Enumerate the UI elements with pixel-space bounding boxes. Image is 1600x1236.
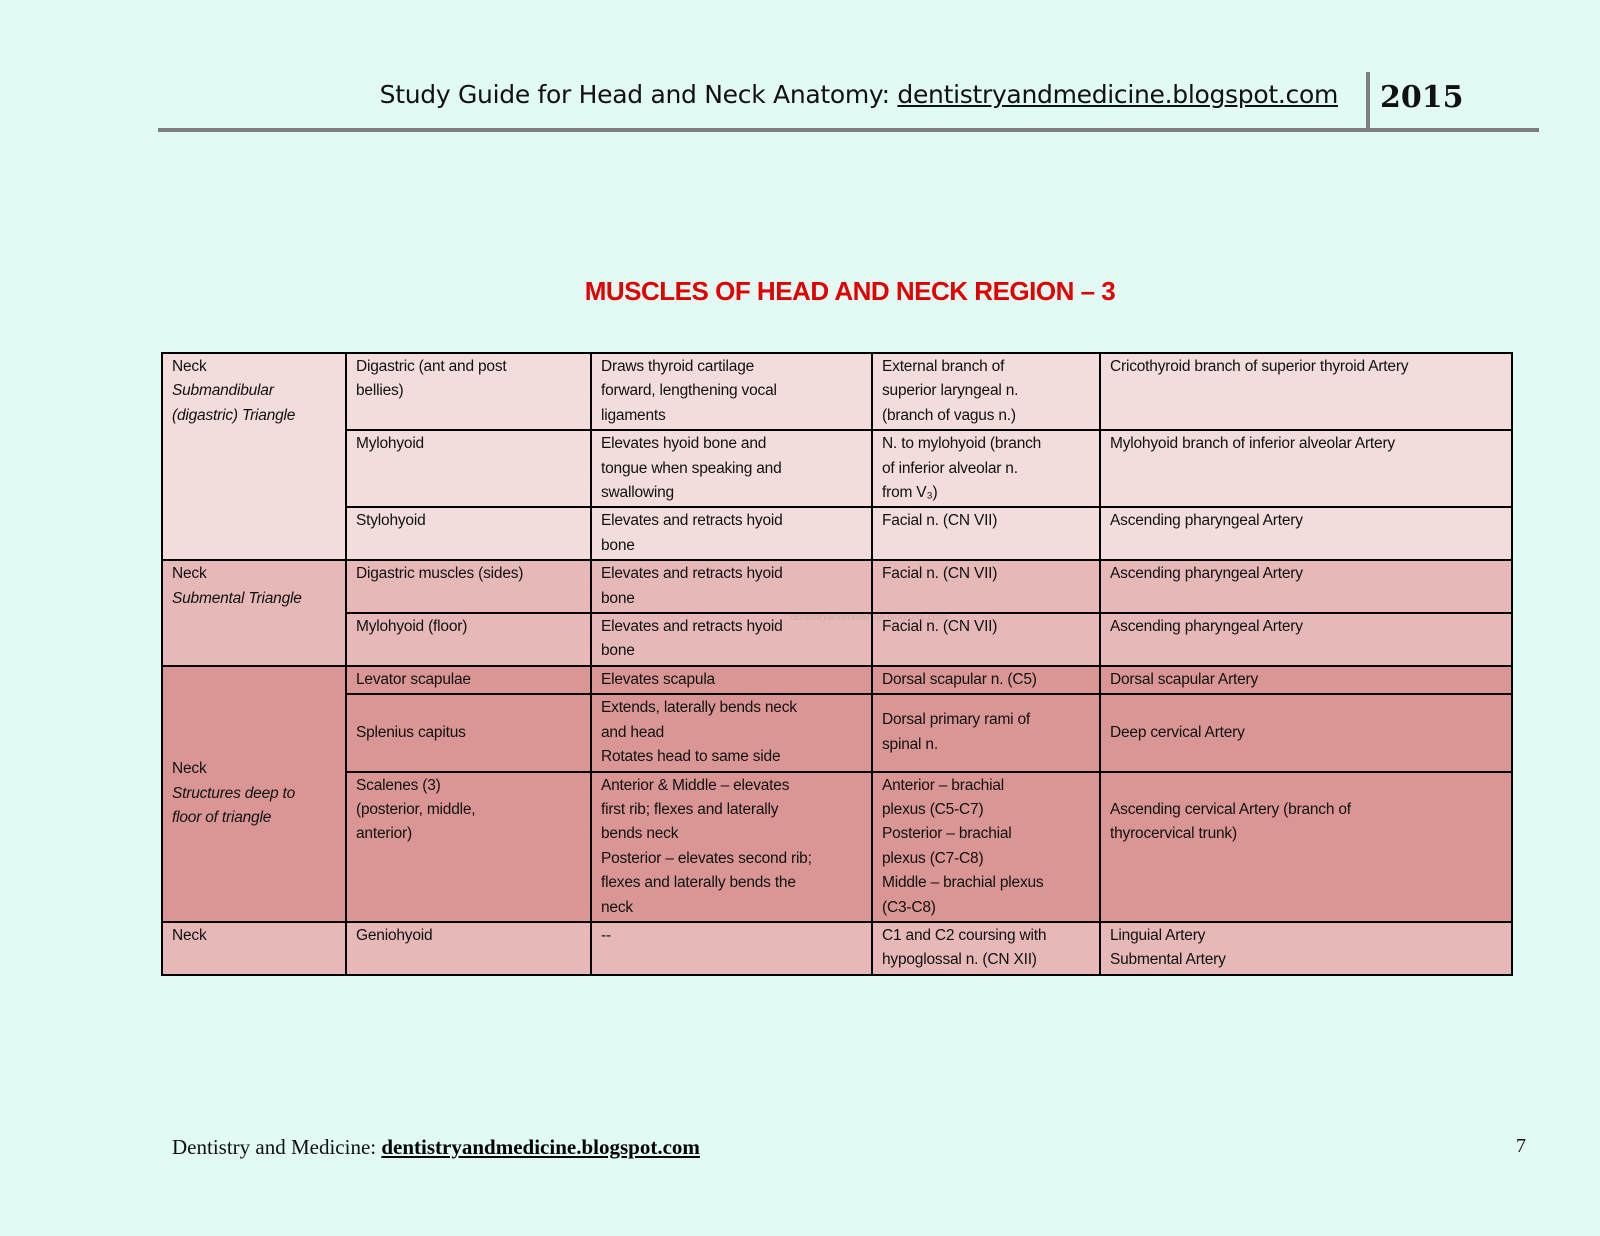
action-cell-line: neck [601,898,633,916]
action-cell-line: Elevates and retracts hyoid [601,565,783,583]
artery-cell-line: Dorsal scapular Artery [1110,670,1259,688]
muscle-cell [346,560,591,613]
action-cell-line: bone [601,536,635,554]
action-cell [591,694,872,771]
table-row [162,694,1512,771]
nerve-cell [872,772,1100,922]
muscle-cell [346,694,591,771]
nerve-cell-line: Middle – brachial plexus [882,874,1044,892]
muscle-cell [346,430,591,507]
region-cell-line: Neck [172,358,207,375]
muscle-cell [346,772,591,922]
artery-cell [1100,666,1512,694]
nerve-cell-line: superior laryngeal n. [882,382,1019,400]
region-cell-line: Structures deep to [172,784,296,802]
nerve-cell [872,507,1100,560]
nerve-cell [872,560,1100,613]
action-cell [591,507,872,560]
artery-cell [1100,694,1512,771]
nerve-cell [872,694,1100,771]
footer-link[interactable]: dentistryandmedicine.blogspot.com [381,1135,700,1159]
artery-cell-line: thyrocervical trunk) [1110,824,1237,842]
action-cell-line: Draws thyroid cartilage [601,358,755,375]
action-cell-line: bone [601,589,635,607]
region-cell [162,353,346,560]
region-cell-line: Submandibular [172,382,274,400]
nerve-cell-line: Dorsal primary rami of [882,711,1031,729]
nerve-cell-line: Posterior – brachial [882,825,1012,843]
footer-text: Dentistry and Medicine: [172,1135,382,1159]
artery-cell-line: Linguial Artery [1110,926,1206,944]
muscle-cell-line: (posterior, middle, [356,800,476,818]
action-cell [591,353,872,430]
artery-cell [1100,430,1512,507]
muscle-cell [346,922,591,975]
action-cell-line: Posterior – elevates second rib; [601,849,812,867]
artery-cell-line: Deep cervical Artery [1110,723,1245,741]
action-cell-line: ligaments [601,406,666,424]
action-cell-line: first rib; flexes and laterally [601,800,779,818]
muscle-cell-line: Splenius capitus [356,723,466,741]
region-cell-line: floor of triangle [172,809,272,827]
action-cell-line: -- [601,926,611,944]
muscle-cell-line: Digastric muscles (sides) [356,565,524,583]
action-cell-line: swallowing [601,484,674,502]
header-divider [1366,72,1370,130]
artery-cell [1100,560,1512,613]
table-row [162,560,1512,613]
action-cell-line: Elevates and retracts hyoid [601,618,783,636]
page-title: MUSCLES OF HEAD AND NECK REGION – 3 [584,276,1116,306]
action-cell-line: Anterior & Middle – elevates [601,776,790,794]
artery-cell-line: Submental Artery [1110,951,1226,969]
artery-cell-line: Ascending cervical Artery (branch of [1110,800,1351,818]
header-title [380,80,1338,109]
artery-cell [1100,507,1512,560]
header-year: 2015 [1380,80,1464,115]
nerve-cell-line: plexus (C5-C7) [882,800,984,818]
muscle-cell [346,613,591,666]
table-row [162,430,1512,507]
region-cell-line: (digastric) Triangle [172,406,296,424]
nerve-cell-line: spinal n. [882,735,938,753]
nerve-cell-line: of inferior alveolar n. [882,459,1018,477]
region-cell-line: Neck [172,760,207,778]
action-cell-line: Elevates hyoid bone and [601,435,767,453]
muscle-cell [346,666,591,694]
artery-cell-line: Ascending pharyngeal Artery [1110,618,1303,636]
action-cell-line: Elevates and retracts hyoid [601,512,783,530]
muscle-cell-line: anterior) [356,825,412,843]
action-cell [591,430,872,507]
table-row [162,507,1512,560]
action-cell-line: bone [601,642,635,660]
muscle-cell [346,353,591,430]
action-cell-line: Elevates scapula [601,670,715,688]
muscle-cell [346,507,591,560]
artery-cell-line: Ascending pharyngeal Artery [1110,565,1303,583]
header-title-text: Study Guide for Head and Neck Anatomy: [379,80,898,109]
nerve-cell-line: from V₃) [882,484,938,502]
nerve-cell [872,922,1100,975]
table-row [162,353,1512,430]
table-row [162,922,1512,975]
action-cell [591,772,872,922]
muscle-cell-line: Mylohyoid (floor) [356,618,468,636]
action-cell-line: tongue when speaking and [601,459,782,477]
action-cell-line: bends neck [601,825,679,843]
muscle-cell-line: Levator scapulae [356,670,471,688]
region-cell [162,666,346,922]
action-cell-line: forward, lengthening vocal [601,382,777,400]
nerve-cell-line: C1 and C2 coursing with [882,926,1047,944]
nerve-cell-line: Facial n. (CN VII) [882,512,998,530]
muscle-cell-line: Geniohyoid [356,926,433,944]
table-row [162,772,1512,922]
artery-cell [1100,922,1512,975]
region-cell-line: Neck [172,565,207,583]
nerve-cell [872,430,1100,507]
nerve-cell-line: hypoglossal n. (CN XII) [882,951,1037,969]
table-row [162,666,1512,694]
nerve-cell-line: Facial n. (CN VII) [882,565,998,583]
region-cell [162,922,346,975]
action-cell-line: and head [601,723,665,741]
muscle-cell-line: Mylohyoid [356,435,424,453]
muscle-cell-line: bellies) [356,382,404,400]
muscle-cell-line: Scalenes (3) [356,776,441,794]
muscle-cell-line: Stylohyoid [356,512,426,530]
artery-cell [1100,613,1512,666]
nerve-cell [872,666,1100,694]
nerve-cell-line: (C3-C8) [882,898,936,916]
region-cell-line: Submental Triangle [172,589,302,607]
nerve-cell [872,353,1100,430]
muscle-cell-line: Digastric (ant and post [356,358,507,375]
nerve-cell-line: N. to mylohyoid (branch [882,435,1042,453]
nerve-cell-line: plexus (C7-C8) [882,849,984,867]
footer [172,1135,700,1160]
action-cell-line: Extends, laterally bends neck [601,699,797,717]
nerve-cell-line: Facial n. (CN VII) [882,618,998,636]
muscles-table [161,352,1513,976]
action-cell [591,560,872,613]
artery-cell-line: Cricothyroid branch of superior thyroid Artery [1110,358,1409,375]
action-cell-line: flexes and laterally bends the [601,874,796,892]
nerve-cell-line: Anterior – brachial [882,776,1004,794]
region-cell [162,560,346,666]
header-rule [158,128,1539,132]
action-cell [591,922,872,975]
action-cell [591,666,872,694]
artery-cell [1100,353,1512,430]
nerve-cell-line: Dorsal scapular n. (C5) [882,670,1037,688]
nerve-cell-line: External branch of [882,358,1005,375]
artery-cell-line: Ascending pharyngeal Artery [1110,512,1303,530]
region-cell-line: Neck [172,926,207,944]
artery-cell [1100,772,1512,922]
action-cell-line: Rotates head to same side [601,748,781,766]
header-link[interactable]: dentistryandmedicine.blogspot.com [897,80,1338,109]
watermark: dentistryandmedicine.blogspot.com [790,612,947,623]
nerve-cell-line: (branch of vagus n.) [882,406,1016,424]
artery-cell-line: Mylohyoid branch of inferior alveolar Artery [1110,435,1395,453]
page-number: 7 [1516,1135,1526,1157]
